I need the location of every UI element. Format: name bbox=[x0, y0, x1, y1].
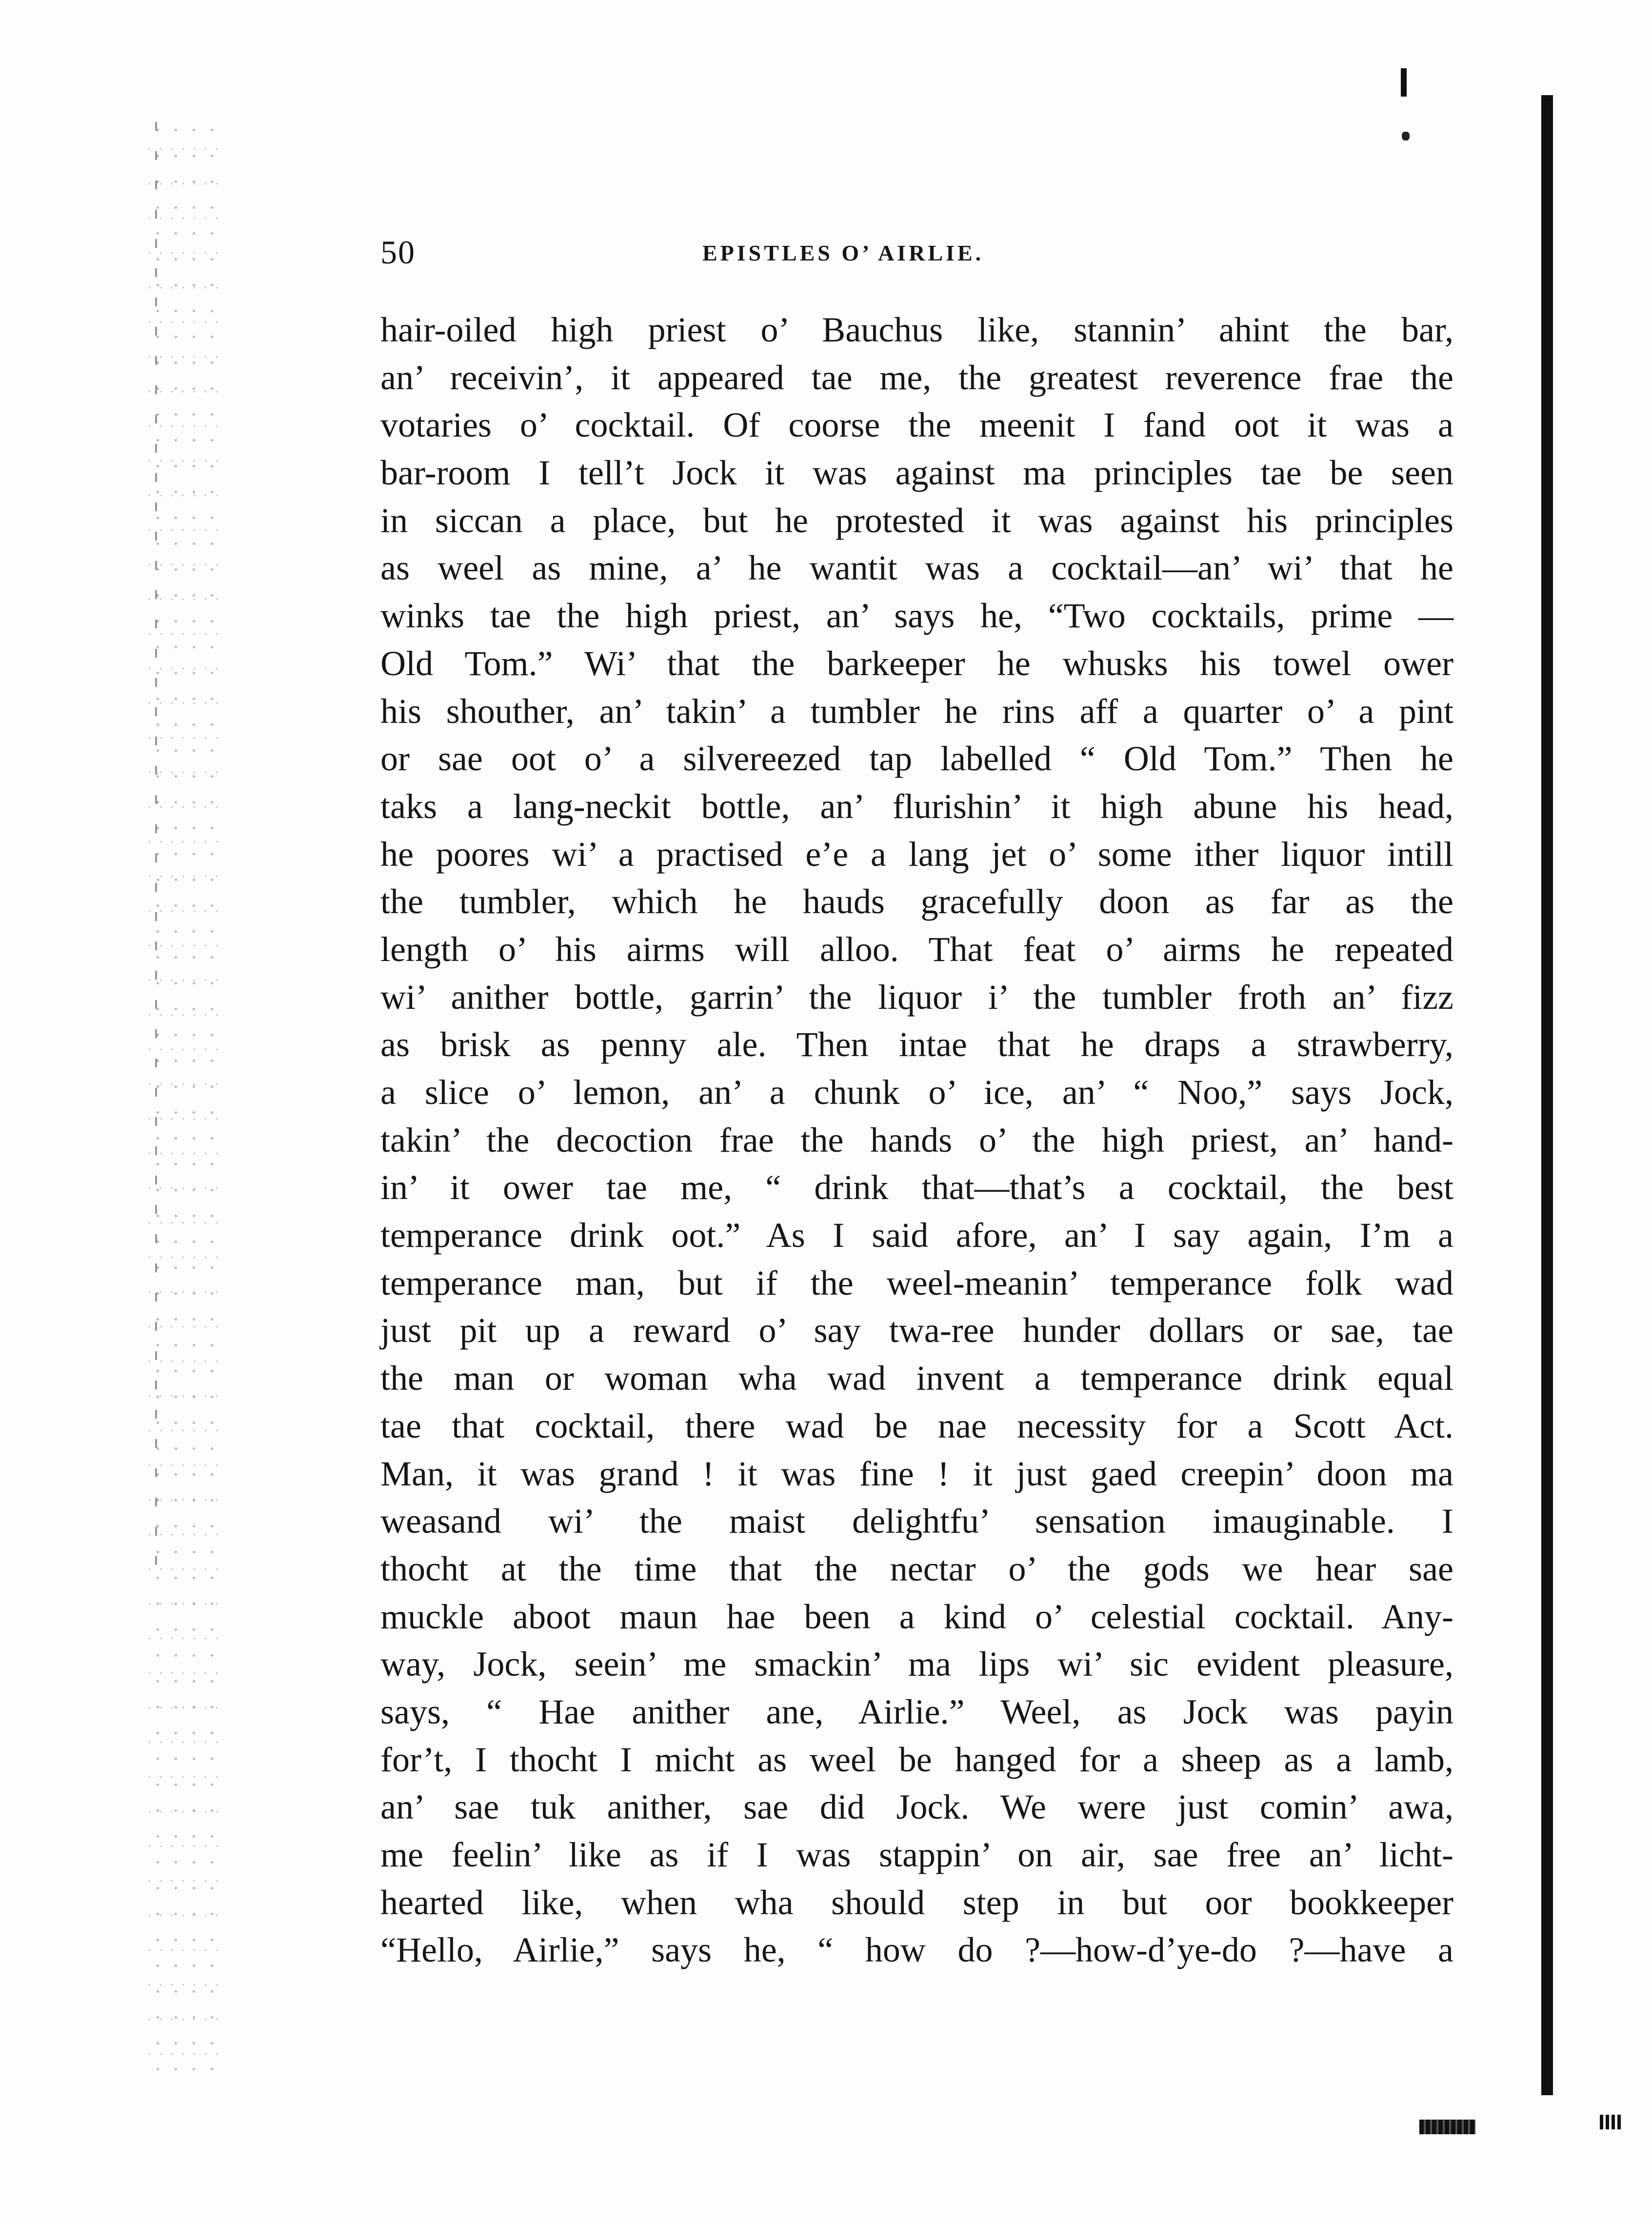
running-title: EPISTLES O’ AIRLIE. bbox=[702, 240, 984, 265]
text-line: me feelin’ like as if I was stappin’ on air, sae free an’ licht- bbox=[380, 1835, 1453, 1874]
text-line: the man or woman wha wad invent a temperance drink equal bbox=[380, 1359, 1453, 1398]
text-line: hair-oiled high priest o’ Bauchus like, stannin’ ahint the bar, bbox=[380, 310, 1453, 349]
text-line: temperance man, but if the weel-meanin’ temperance folk wad bbox=[380, 1263, 1453, 1302]
text-line: winks tae the high priest, an’ says he, “Two cocktails, prime — bbox=[380, 596, 1453, 636]
scan-mark-top bbox=[1401, 68, 1407, 97]
text-line: Man, it was grand ! it was fine ! it just gaed creepin’ doon ma bbox=[380, 1454, 1453, 1493]
text-line: hearted like, when wha should step in but oor bookkeeper bbox=[380, 1883, 1453, 1922]
text-line: temperance drink oot.” As I said afore, an’ I say again, I’m a bbox=[380, 1216, 1453, 1255]
text-line: muckle aboot maun hae been a kind o’ celestial cocktail. Any- bbox=[380, 1597, 1453, 1636]
text-line: for’t, I thocht I micht as weel be hanged for a sheep as a lamb, bbox=[380, 1740, 1453, 1779]
body-text bbox=[380, 306, 1453, 1974]
text-line: takin’ the decoction frae the hands o’ the high priest, an’ hand- bbox=[380, 1120, 1453, 1160]
scan-margin-line bbox=[155, 122, 157, 1585]
text-line: length o’ his airms will alloo. That feat o’ airms he repeated bbox=[380, 929, 1453, 969]
text-line: weasand wi’ the maist delightfu’ sensation imauginable. I bbox=[380, 1502, 1453, 1541]
text-line: Old Tom.” Wi’ that the barkeeper he whusks his towel ower bbox=[380, 643, 1453, 683]
text-line: taks a lang-neckit bottle, an’ flurishin’ it high abune his head, bbox=[380, 786, 1453, 826]
text-line: the tumbler, which he hauds gracefully doon as far as the bbox=[380, 882, 1453, 922]
text-line: he poores wi’ a practised e’e a lang jet o’ some ither liquor intill bbox=[380, 834, 1453, 874]
text-line: in siccan a place, but he protested it was against his principles bbox=[380, 501, 1453, 540]
text-line: an’ sae tuk anither, sae did Jock. We were just comin’ awa, bbox=[380, 1787, 1453, 1827]
text-line: a slice o’ lemon, an’ a chunk o’ ice, an’ “ Noo,” says Jock, bbox=[380, 1073, 1453, 1112]
text-line: wi’ anither bottle, garrin’ the liquor i’ the tumbler froth an’ fizz bbox=[380, 977, 1453, 1017]
text-line: or sae oot o’ a silvereezed tap labelled “ Old Tom.” Then he bbox=[380, 739, 1453, 779]
text-line: his shouther, an’ takin’ a tumbler he rins aff a quarter o’ a pint bbox=[380, 691, 1453, 731]
page-number: 50 bbox=[380, 234, 416, 271]
text-line: bar-room I tell’t Jock it was against ma principles tae be seen bbox=[380, 453, 1453, 493]
text-line: just pit up a reward o’ say twa-ree hunder dollars or sae, tae bbox=[380, 1311, 1453, 1350]
scan-edge-right bbox=[1541, 95, 1553, 2095]
text-line: “Hello, Airlie,” says he, “ how do ?—how-d’ye-do ?—have a bbox=[380, 1930, 1453, 1970]
text-line: way, Jock, seein’ me smackin’ ma lips wi’ sic evident pleasure, bbox=[380, 1644, 1453, 1684]
scan-mark-bottom-right bbox=[1600, 2115, 1623, 2129]
scan-speckle-left bbox=[146, 117, 224, 2078]
text-line: as weel as mine, a’ he wantit was a cocktail—an’ wi’ that he bbox=[380, 548, 1453, 588]
text-line: says, “ Hae anither ane, Airlie.” Weel, as Jock was payin bbox=[380, 1692, 1453, 1731]
scan-mark-bottom bbox=[1419, 2120, 1475, 2134]
text-line: votaries o’ cocktail. Of coorse the meenit I fand oot it was a bbox=[380, 405, 1453, 445]
text-line: as brisk as penny ale. Then intae that he draps a strawberry, bbox=[380, 1025, 1453, 1064]
text-line: thocht at the time that the nectar o’ the gods we hear sae bbox=[380, 1549, 1453, 1588]
text-line: an’ receivin’, it appeared tae me, the greatest reverence frae the bbox=[380, 358, 1453, 397]
text-line: tae that cocktail, there wad be nae necessity for a Scott Act. bbox=[380, 1406, 1453, 1445]
running-head bbox=[380, 230, 1434, 274]
text-line: in’ it ower tae me, “ drink that—that’s a cocktail, the best bbox=[380, 1168, 1453, 1207]
scan-dot-top bbox=[1402, 132, 1410, 140]
